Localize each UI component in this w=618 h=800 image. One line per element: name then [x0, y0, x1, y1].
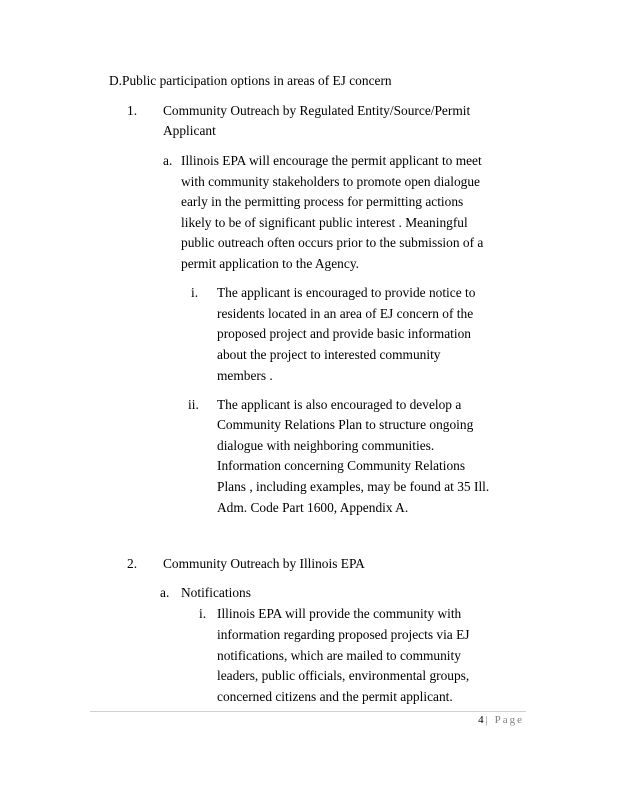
- item-1a-i-line-1: The applicant is encouraged to provide notice to: [217, 285, 476, 300]
- item-1a-line-4: likely to be of significant public interest . Meaningful: [181, 215, 468, 230]
- item-1a-ii-label: ii.: [188, 397, 199, 412]
- item-2a-i-line-3: notifications, which are mailed to community: [217, 648, 461, 663]
- item-1a-line-6: permit application to the Agency.: [181, 256, 359, 271]
- item-1a-ii-line-3: dialogue with neighboring communities.: [217, 438, 435, 453]
- item-2a-i-line-1: Illinois EPA will provide the community with: [217, 606, 462, 621]
- item-2a-i-line-5: concerned citizens and the permit applicant.: [217, 689, 453, 704]
- item-1a-ii-line-6: Adm. Code Part 1600, Appendix A.: [217, 500, 409, 515]
- page-word: | Page: [485, 714, 524, 726]
- section-heading: D.Public participation options in areas of EJ concern: [109, 73, 392, 88]
- item-1a-ii-line-5: Plans , including examples, may be found at 35 Ill.: [217, 479, 490, 494]
- item-2a-i-label: i.: [199, 606, 207, 621]
- item-1a-i-line-3: proposed project and provide basic information: [217, 326, 471, 341]
- item-2a-i-line-2: information regarding proposed projects via EJ: [217, 627, 470, 642]
- item-1a-ii-line-1: The applicant is also encouraged to develop a: [217, 397, 462, 412]
- item-1a-label: a.: [163, 153, 173, 168]
- item-1a-ii-line-4: Information concerning Community Relations: [217, 458, 466, 473]
- item-1a-line-1: Illinois EPA will encourage the permit applicant to meet: [181, 153, 482, 168]
- item-2a-i-line-4: leaders, public officials, environmental groups,: [217, 668, 470, 683]
- footer-divider: [90, 711, 526, 712]
- page-footer: [430, 714, 524, 726]
- item-1-number: 1.: [127, 103, 138, 118]
- item-1a-i-line-5: members .: [217, 368, 273, 383]
- page-number: 4: [478, 714, 484, 726]
- item-2-title: Community Outreach by Illinois EPA: [163, 556, 365, 571]
- item-1a-i-line-4: about the project to interested community: [217, 347, 441, 362]
- item-2a-label: a.: [160, 585, 170, 600]
- item-2-number: 2.: [127, 556, 138, 571]
- item-1a-line-2: with community stakeholders to promote open dialogue: [181, 174, 481, 189]
- item-1a-ii-line-2: Community Relations Plan to structure ongoing: [217, 417, 474, 432]
- item-1a-i-line-2: residents located in an area of EJ concern of the: [217, 306, 474, 321]
- item-1a-line-3: early in the permitting process for permitting actions: [181, 194, 464, 209]
- item-1a-line-5: public outreach often occurs prior to the submission of a: [181, 235, 484, 250]
- item-1-title-line-1: Community Outreach by Regulated Entity/Source/Permit: [163, 103, 471, 118]
- item-1-title-line-2: Applicant: [163, 123, 216, 138]
- item-2a-title: Notifications: [181, 585, 251, 600]
- item-1a-i-label: i.: [191, 285, 199, 300]
